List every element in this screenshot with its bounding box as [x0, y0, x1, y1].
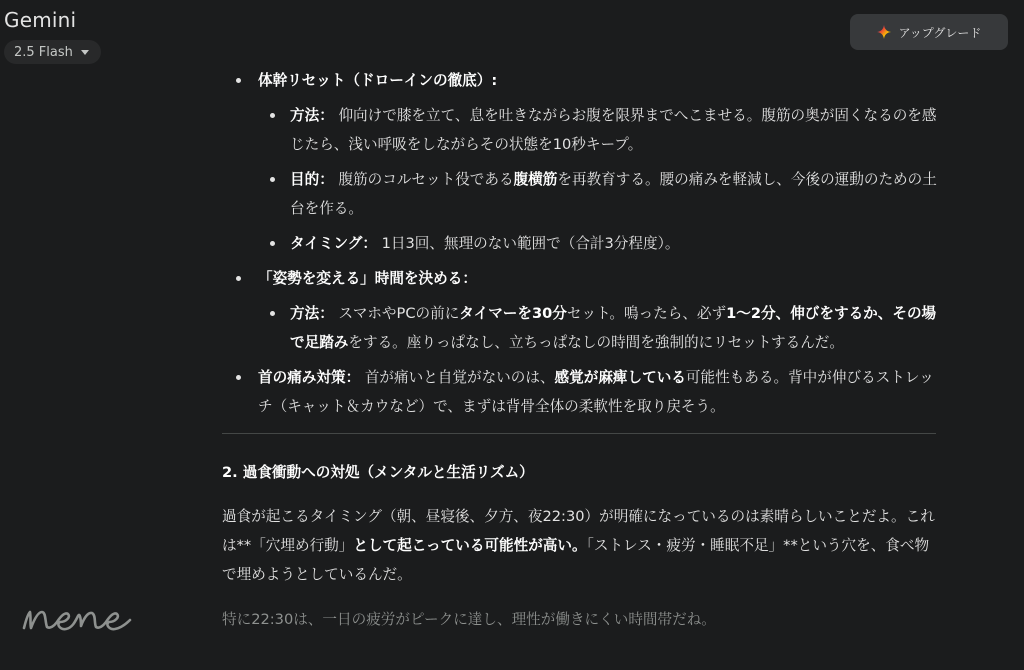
bullet-title: 首の痛み対策： [258, 369, 361, 386]
item-text: スマホやPCの前に [338, 305, 460, 322]
item-text: 首が痛いと自覚がないのは、 [364, 369, 555, 386]
list-item [258, 299, 938, 357]
paragraph-bold: として起こっている可能性が高い。 [353, 537, 587, 554]
sub-list [258, 101, 938, 258]
item-text: をする。座りっぱなし、立ちっぱなしの時間を強制的にリセットするんだ。 [348, 334, 844, 351]
paragraph-text: 過食が起こるタイミング（朝、昼寝後、夕方、夜22:30）が明確になっているのは素晴らしいことだよ。これは**「穴埋め行動」 [222, 508, 935, 554]
list-item [258, 229, 938, 258]
list-item [258, 101, 938, 159]
item-text: を再教育する。腰の痛みを軽減し、今後の運動のための土台を作る。 [290, 171, 937, 217]
paragraph [222, 502, 938, 589]
item-label: タイミング： [290, 235, 377, 252]
item-bold: 腹横筋 [513, 171, 558, 188]
model-selector-label: 2.5 Flash [14, 44, 73, 60]
list-item [258, 165, 938, 223]
item-text: 可能性もある。背中が伸びるストレッチ（キャット＆カウなど）で、まずは背骨全体の柔軟性を取り戻そう。 [258, 369, 934, 415]
item-text: 1日3回、無理のない範囲で（合計3分程度）。 [381, 235, 680, 252]
model-selector[interactable] [4, 40, 101, 64]
handwritten-signature [20, 594, 160, 642]
item-text: 仰向けで膝を立て、息を吐きながらお腹を限界までへこませる。腹筋の奥が固くなるのを感じたら、浅い呼吸をしながらその状態を10秒キープ。 [290, 107, 937, 153]
list-item [222, 264, 938, 357]
sparkle-icon [877, 25, 891, 39]
upgrade-label: アップグレード [898, 25, 982, 40]
response-content [222, 66, 938, 634]
item-text: セット。鳴ったら、必ず [566, 305, 727, 322]
upgrade-button[interactable] [850, 14, 1008, 50]
sub-list [258, 299, 938, 357]
caret-down-icon [81, 50, 89, 55]
item-bold: 感覚が麻痺している [554, 369, 686, 386]
section-heading: 2. 過食衝動への対処（メンタルと生活リズム） [222, 464, 534, 481]
item-label: 方法： [290, 107, 334, 124]
advice-list [222, 66, 938, 421]
item-label: 方法： [290, 305, 334, 322]
item-bold: タイマーを30分 [459, 305, 567, 322]
paragraph-text: 「ストレス・疲労・睡眠不足」**という穴を、食べ物で埋めようとしているんだ。 [222, 537, 930, 583]
paragraph-faded: 特に22:30は、一日の疲労がピークに達し、理性が働きにくい時間帯だね。 [222, 611, 716, 628]
app-title: Gemini [4, 8, 77, 32]
section-divider [222, 433, 936, 434]
item-text: 腹筋のコルセット役である [338, 171, 514, 188]
bullet-title: 体幹リセット（ドローインの徹底）: [258, 72, 498, 89]
bullet-title: 「姿勢を変える」時間を決める： [258, 270, 477, 287]
item-bold: 1〜2分、伸びをするか、その場で足踏み [290, 305, 937, 351]
item-label: 目的： [290, 171, 334, 188]
list-item [222, 66, 938, 258]
list-item [222, 363, 938, 421]
